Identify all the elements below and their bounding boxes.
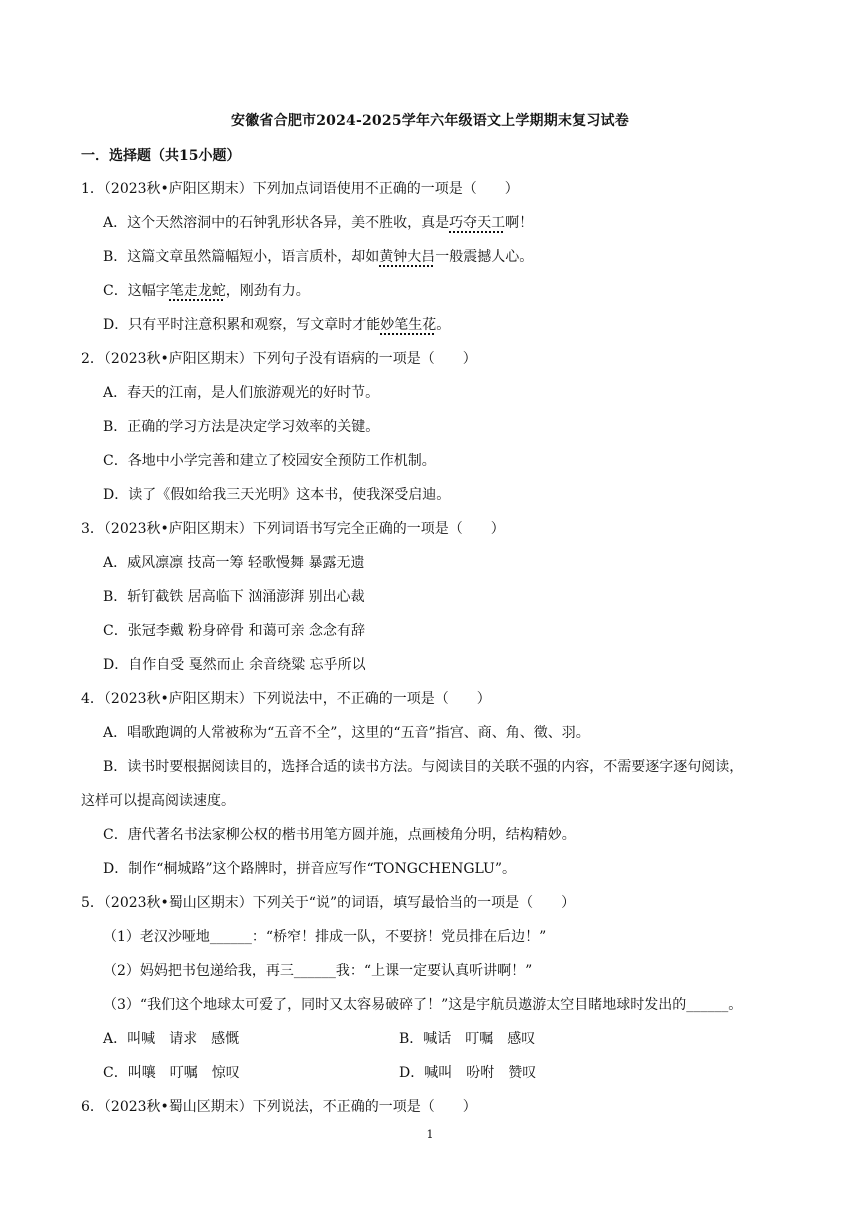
question-4-option-d: D．制作“桐城路”这个路牌时，拼音应写作“TONGCHENGLU”。: [103, 861, 517, 877]
dotted-phrase: 妙笔生花: [380, 317, 437, 333]
question-4-option-c: C．唐代著名书法家柳公权的楷书用笔方圆并施，点画棱角分明，结构精妙。: [103, 827, 576, 843]
question-3-option-a: A．威风凛凛 技高一筹 轻歌慢舞 暴露无遗: [103, 555, 365, 571]
question-5-stem: 5．（2023秋•蜀山区期末）下列关于“说”的词语，填写最恰当的一项是（ ）: [81, 895, 576, 911]
question-2-option-b: B．正确的学习方法是决定学习效率的关键。: [103, 419, 380, 435]
page-number: 1: [426, 1128, 434, 1141]
question-2-stem: 2．（2023秋•庐阳区期末）下列句子没有语病的一项是（ ）: [81, 351, 477, 367]
question-1-stem: 1．（2023秋•庐阳区期末）下列加点词语使用不正确的一项是（ ）: [81, 181, 519, 197]
exam-title: 安徽省合肥市2024-2025学年六年级语文上学期期末复习试卷: [231, 113, 629, 129]
question-1-option-d: D．只有平时注意积累和观察，写文章时才能妙笔生花。: [103, 317, 451, 333]
question-3-option-b: B．斩钉截铁 居高临下 汹涌澎湃 别出心裁: [103, 589, 365, 605]
dotted-phrase: 巧夺天工: [449, 215, 506, 231]
question-4-option-b-continuation: 这样可以提高阅读速度。: [81, 793, 235, 809]
question-5-option-c: C．叫嚷 叮嘱 惊叹: [103, 1065, 240, 1081]
question-6-stem: 6．（2023秋•蜀山区期末）下列说法，不正确的一项是（ ）: [81, 1099, 477, 1115]
question-4-option-a: A．唱歌跑调的人常被称为“五音不全”，这里的“五音”指宫、商、角、徵、羽。: [103, 725, 590, 741]
section-heading: 一．选择题（共15小题）: [81, 148, 241, 164]
question-3-option-c: C．张冠李戴 粉身碎骨 和蔼可亲 念念有辞: [103, 623, 366, 639]
dotted-phrase: 黄钟大吕: [379, 249, 436, 265]
question-5-sub-2: （2）妈妈把书包递给我，再三______我：“上课一定要认真听讲啊！”: [103, 963, 533, 979]
dotted-phrase: 笔走龙蛇: [169, 283, 226, 299]
question-5-option-b: B．喊话 叮嘱 感叹: [399, 1031, 536, 1047]
question-2-option-c: C．各地中小学完善和建立了校园安全预防工作机制。: [103, 453, 436, 469]
question-2-option-d: D．读了《假如给我三天光明》这本书，使我深受启迪。: [103, 487, 451, 503]
question-5-option-d: D．喊叫 吩咐 赞叹: [399, 1065, 537, 1081]
question-5-sub-3: （3）“我们这个地球太可爱了，同时又太容易破碎了！”这是宇航员遨游太空目睹地球时发出的______。: [103, 997, 743, 1013]
question-1-option-b: B．这篇文章虽然篇幅短小，语言质朴，却如黄钟大吕一般震撼人心。: [103, 249, 534, 265]
question-1-option-a: A．这个天然溶洞中的石钟乳形状各异，美不胜收，真是巧夺天工啊！: [103, 215, 534, 231]
question-4-option-b: B．读书时要根据阅读目的，选择合适的读书方法。与阅读目的关联不强的内容，不需要逐字逐句阅读，: [103, 759, 744, 775]
question-5-sub-1: （1）老汉沙哑地______：“桥窄！排成一队，不要挤！党员排在后边！”: [103, 929, 547, 945]
question-1-option-c: C．这幅字笔走龙蛇，刚劲有力。: [103, 283, 310, 299]
question-5-option-a: A．叫喊 请求 感慨: [103, 1031, 240, 1047]
question-4-stem: 4．（2023秋•庐阳区期末）下列说法中，不正确的一项是（ ）: [81, 691, 491, 707]
question-3-option-d: D．自作自受 戛然而止 余音绕粱 忘乎所以: [103, 657, 366, 673]
question-3-stem: 3．（2023秋•庐阳区期末）下列词语书写完全正确的一项是（ ）: [81, 521, 505, 537]
question-2-option-a: A．春天的江南，是人们旅游观光的好时节。: [103, 385, 380, 401]
